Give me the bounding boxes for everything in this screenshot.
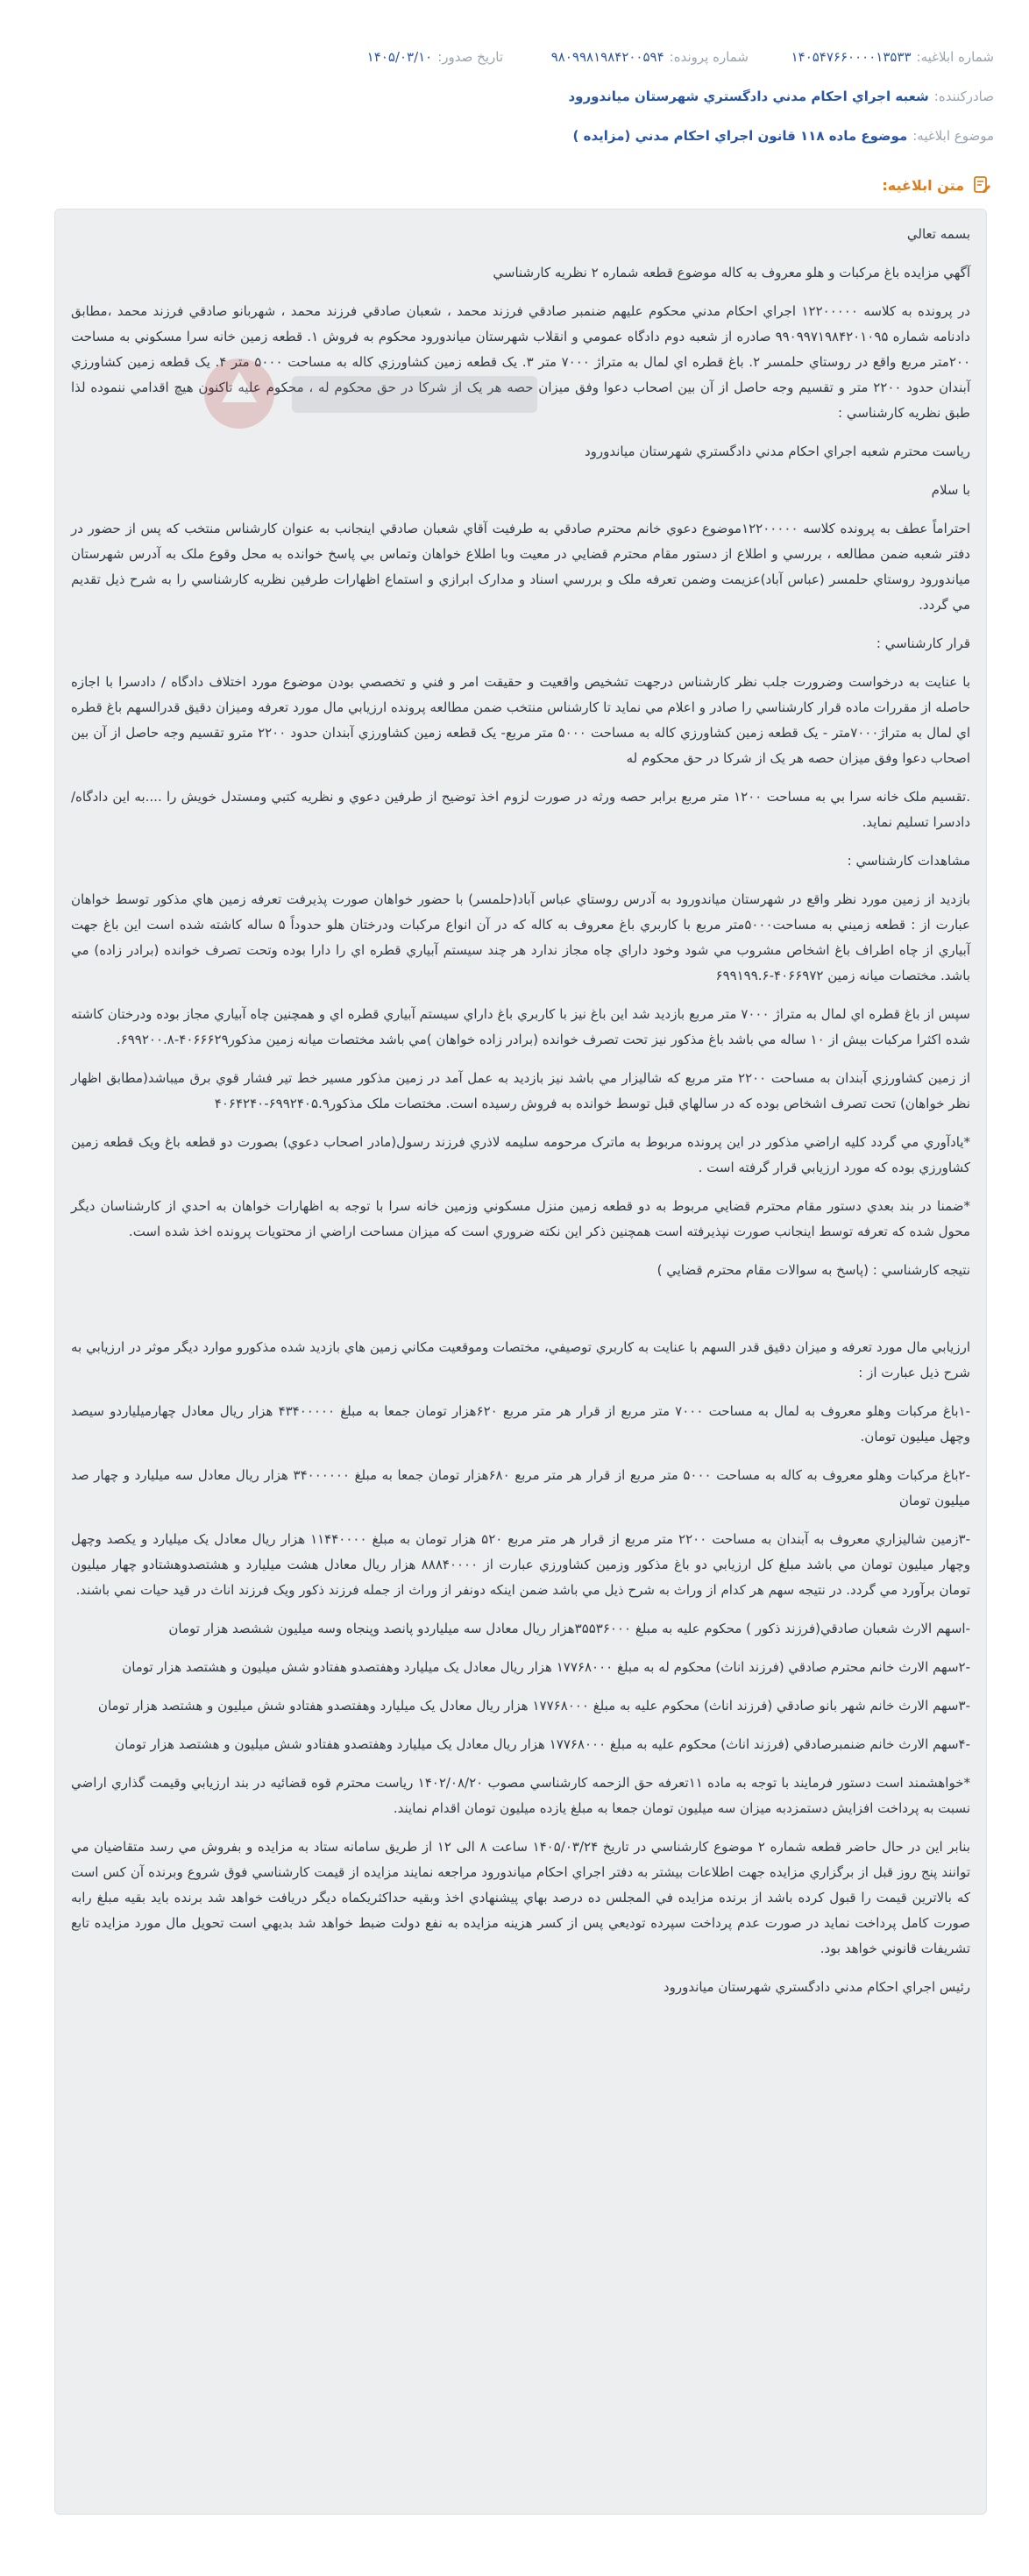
notice-paragraph: *ضمنا در بند بعدي دستور مقام محترم قضايي مربوط به دو قطعه زمين منزل مسكوني وزمين خانه سرا با توجه به اظهارات خواهان به احدي از كارشناسان ديگر محول شده كه تعرفه توسط اينجانب صورت نپذيرفته است همچنين ذكر اين نكته ضروري است كه ميزان مساحت اراضي از محتويات پرونده اخذ شده است.: [71, 1198, 970, 1239]
notice-text-title: متن ابلاغیه:: [882, 176, 964, 194]
case-number: [503, 49, 749, 65]
notice-paragraph: [71, 1296, 970, 1322]
notice-meta-row: [35, 44, 994, 70]
notice-body: [54, 209, 987, 2515]
document-edit-icon: [971, 174, 992, 195]
notice-number-value: ۱۴۰۵۴۷۶۶۰۰۰۰۱۳۵۳۳: [791, 49, 912, 65]
notice-paragraph: در پرونده به كلاسه ۱۲۲۰۰۰۰۰ اجراي احكام مدني محكوم عليهم ضنمبر صادقي فرزند محمد ، شعبان صادقي فرزند محمد ، شهربانو صادقي فرزند محمد ،مطابق دادنامه شماره ۹۹۰۹۹۷۱۹۸۴۲۰۱۰۹۵ صادره از شعبه دوم دادگاه عمومي و انقلاب شهرستان مياندورود محكوم به فروش ۱. قطعه زمين خانه سرا مسكوني به مساحت ۲۰۰متر مربع واقع در روستاي حلمسر ۲. باغ قطره اي لمال به متراژ ۷۰۰۰ متر ۳. يک قطعه زمين كشاورزي كاله به مساحت ۵۰۰۰ متر ۴. يک قطعه زمين كشاورزي آبندان حدود ۲۲۰۰ متر و تقسيم وجه حاصل از آن بين اصحاب دعوا وفق ميزان حصه هر يک از شركا در حق محكوم له ، محكوم عليه تاكنون هيچ اقدامي ننموده لذا طبق نظريه كارشناسي :: [71, 303, 971, 421]
notice-paragraph: آگهي مزايده باغ مركبات و هلو معروف به كاله موضوع قطعه شماره ۲ نظريه كارشناسي: [493, 265, 970, 280]
notice-paragraph: مشاهدات كارشناسي :: [847, 853, 970, 869]
notice-paragraph: -۴سهم الارث خانم ضنمبرصادقي (فرزند اناث) محكوم عليه به مبلغ ۱۷۷۶۸۰۰۰ هزار ريال معادل يک ميليارد وهفتصدو هفتادو شش ميليون و هشتصد هزار تومان: [115, 1736, 970, 1752]
notice-paragraphs: [71, 222, 970, 2000]
notice-paragraph: -۲باغ مركبات وهلو معروف به كاله به مساحت ۵۰۰۰ متر مربع از قرار هر متر مربع ۶۸۰هزار تومان جمعا به مبلغ ۳۴۰۰۰۰۰۰ هزار ريال معادل سه ميليارد و چهار صد ميليون تومان: [71, 1467, 971, 1508]
notice-paragraph: بنابر اين در حال حاضر قطعه شماره ۲ موضوع كارشناسي در تاريخ ۱۴۰۵/۰۳/۲۴ ساعت ۸ الی ۱۲ از طريق سامانه ستاد به مزايده و بفروش مي رسد متقاضيان مي توانند پنج روز قبل از برگزاري مزايده جهت اطلاعات بيشتر به دفتر اجراي احكام مياندورود مراجعه نمايند مزايده از قيمت كارشناسي فوق شروع وبرنده آن كس است كه بالاترين قيمت را قبول كرده باشد از برنده مزايده في المجلس ده درصد بهاي پيشنهادي اخذ وبقيه حداكثريكماه ديگر دريافت خواهد شد برنده بايد بقيه مبلغ رابه صورت كامل پرداخت نمايد در صورت عدم پرداخت سپرده توديعي پس از كسر هزينه مزايده به نفع دولت ضبط خواهد شد بديهي است تحويل مال مورد مزايده تابع تشريفات قانوني خواهد بود.: [71, 1839, 970, 1956]
notice-number-label: شماره ابلاغیه:: [916, 49, 994, 65]
notice-number: [749, 49, 994, 65]
notice-paragraph: نتيجه كارشناسي : (پاسخ به سوالات مقام محترم قضايي ): [656, 1262, 970, 1278]
notice-paragraph: بازديد از زمين مورد نظر واقع در شهرستان مياندورود به آدرس روستاي عباس آباد(حلمسر) با حضور خواهان صورت پذيرفت تعرفه زمين هاي مذكور توسط خواهان عبارت از : قطعه زميني به مساحت۵۰۰۰متر مربع با كاربري باغ معروف به كاله كه در آن انواع مركبات ودرختان هلو حدوداً ۵ ساله كاشته شده است اين باغ جهت آبياري از چاه اطراف باغ اشخاص مشروب مي شود وخود داراي چاه مجاز ندارد هر چند سيستم آبياري قطره اي را دارا بوده وتحت تصرف خوانده (برادر زاده) مي باشد. مختصات ميانه زمين ۴۰۶۶۹۷۲-۶۹۹۱۹۹.۶: [71, 891, 970, 983]
issuer-label: صادرکننده:: [933, 89, 994, 104]
notice-paragraph: قرار كارشناسي :: [876, 635, 970, 651]
subject-label: موضوع ابلاغیه:: [912, 128, 994, 144]
notice-paragraph: -۳سهم الارث خانم شهر بانو صادقي (فرزند اناث) محكوم عليه به مبلغ ۱۷۷۶۸۰۰۰ هزار ريال معادل يک ميليارد وهفتصدو هفتادو شش ميليون و هشتصد هزار تومان: [97, 1698, 970, 1714]
notice-paragraph: -۳زمين شاليزاري معروف به آبندان به مساحت ۲۲۰۰ متر مربع از قرار هر متر مربع ۵۲۰ هزار تومان به مبلغ ۱۱۴۴۰۰۰۰ هزار ريال معادل يک ميليارد و يكصد وچهل وچهار ميليون تومان مي باشد مبلغ كل ارزيابي دو باغ مذكور وزمين كشاورزي عبارت از ۸۸۸۴۰۰۰۰ هزار ريال معادل هشت ميليارد و هشتصدوهشتادو چهار ميليون تومان برآورد مي گردد. در نتيجه سهم هر كدام از وراث به شرح ذيل مي باشد ضمن اينكه دونفر از وراث از جمله فرزند ذكور ويک فرزند اناث در قيد حيات نمي باشند.: [71, 1531, 970, 1598]
notice-paragraph: بسمه تعالي: [906, 226, 970, 242]
notice-paragraph: ارزيابي مال مورد تعرفه و ميزان دقيق قدر السهم با عنايت به كاربري توصيفي، مختصات وموقعيت مكاني زمين هاي بازديد شده مذكورو موارد ديگر موثر در ارزيابي به شرح ذيل عبارت از :: [71, 1339, 970, 1380]
notice-paragraph: -اسهم الارث شعبان صادقي(فرزند ذكور ) محكوم عليه به مبلغ ۳۵۵۳۶۰۰۰هزار ريال معادل سه ميلياردو پانصد وپنجاه وسه ميليون ششصد هزار تومان: [168, 1621, 970, 1636]
issuer-value: شعبه اجراي احكام مدني دادگستري شهرستان مياندورود: [568, 89, 929, 104]
notice-paragraph: *خواهشمند است دستور فرمايند با توجه به ماده ۱۱تعرفه حق الزحمه كارشناسي مصوب ۱۴۰۲/۰۸/۲۰ رياست محترم قوه قضائيه در بند ارزيابي وقيمت گذاري اراضي نسبت به پرداخت افزايش دستمزدبه ميزان سه ميليون تومان جمعا به مبلغ يازده ميليون تومان اقدام نمايند.: [71, 1775, 970, 1816]
notice-paragraph: .تقسيم ملک خانه سرا بي به مساحت ۱۲۰۰ متر مربع برابر حصه ورثه در صورت لزوم اخذ توضيح از طرفين دعوي و نظريه كتبي ومستدل خويش را ....به اين دادگاه/دادسرا تسليم نمايد.: [71, 789, 970, 830]
case-number-label: شماره پرونده:: [669, 49, 749, 65]
subject-value: موضوع ماده ۱۱۸ قانون اجراي احكام مدني (مزايده ): [572, 128, 908, 144]
notice-paragraph: -۲سهم الارث خانم محترم صادقي (فرزند اناث) محكوم له به مبلغ ۱۷۷۶۸۰۰۰ هزار ريال معادل يک ميليارد وهفتصدو هفتادو شش ميليون و هشتصد هزار تومان: [122, 1659, 970, 1675]
issuer-row: [35, 83, 994, 110]
notice-paragraph: احتراماً عطف به پرونده كلاسه ۱۲۲۰۰۰۰۰موضوع دعوي خانم محترم صادقي به طرفيت آقاي شعبان صادقي اينجانب به عنوان كارشناس منتخب كه پس از حضور در دفتر شعبه ضمن مطالعه ، بررسي و اطلاع از دستور مقام محترم قضايي در معيت وبا اطلاع خواهان وتماس بي پاسخ خوانده به محل وقوع ملک به آدرس شهرستان مياندورود روستاي حلمسر (عباس آباد)عزيمت وضمن تعرفه ملک و بررسي اسناد و مدارک ابرازي و استماع اظهارات طرفين نظريه كارشناسي را به شرح ذيل تقديم مي گردد.: [71, 521, 970, 613]
notice-paragraph: رئيس اجراي احكام مدني دادگستري شهرستان مياندورود: [663, 1979, 970, 1995]
issue-date: [258, 49, 503, 65]
issue-date-label: تاریخ صدور:: [437, 49, 503, 65]
notice-paragraph: با عنايت به درخواست وضرورت جلب نظر كارشناس درجهت تشخيص واقعيت و حقيقت امر و فني و تخصصي بودن موضوع مورد اختلاف دادگاه / دادسرا با اجازه حاصله از مقررات ماده قرار كارشناسي را صادر و اعلام مي نمايد تا كارشناس منتخب ضمن مطالعه پرونده ارزيابي مال مورد تعرفه وميزان دقيق قدرالسهم باغ قطره اي لمال به متراژ۷۰۰۰متر - يک قطعه زمين كشاورزي كاله به مساحت ۵۰۰۰ متر مربع- يک قطعه زمين كشاورزي آبندان حدود ۲۲۰۰ مترو تقسيم وجه حاصل از آن بين اصحاب دعوا وفق ميزان حصه هر يک از شركا در حق محكوم له: [71, 674, 970, 766]
notice-text-heading: [882, 172, 992, 198]
notice-paragraph: رياست محترم شعبه اجراي احكام مدني دادگستري شهرستان مياندورود: [584, 444, 970, 459]
notice-paragraph: سپس از باغ قطره اي لمال به متراژ ۷۰۰۰ متر مربع بازديد شد اين باغ نيز با كاربري باغ داراي سيستم آبياري قطره اي و همچنين چاه آبياري مجاز بوده ودرختان كاشته شده اكثرا مركبات بيش از ۱۰ ساله مي باشد باغ مذكور نيز تحت تصرف خوانده (برادر زاده خواهان )مي باشد مختصات ميانه زمين مذكور۴۰۶۶۶۲۹-۶۹۹۲۰۰.۸.: [71, 1006, 971, 1047]
notice-paragraph: -۱باغ مركبات وهلو معروف به لمال به مساحت ۷۰۰۰ متر مربع از قرار هر متر مربع ۶۲۰هزار تومان جمعا به مبلغ ۴۳۴۰۰۰۰۰ هزار ريال معادل چهارميلياردو سيصد وچهل ميليون تومان.: [71, 1403, 971, 1444]
case-number-value: ۹۸۰۹۹۸۱۹۸۴۲۰۰۵۹۴: [550, 49, 664, 65]
issue-date-value: ۱۴۰۵/۰۳/۱۰: [366, 49, 433, 65]
notice-paragraph: *يادآوري مي گردد كليه اراضي مذكور در اين پرونده مربوط به ماترک مرحومه سليمه لاذري فرزند رسول(مادر اصحاب دعوي) بصورت دو قطعه باغ ويک قطعه زمين كشاورزي بوده كه مورد ارزيابي قرار گرفته است .: [71, 1134, 970, 1175]
notice-paragraph: با سلام: [931, 482, 970, 498]
notice-paragraph: از زمين كشاورزي آبندان به مساحت ۲۲۰۰ متر مربع كه شاليزار مي باشد نيز بازديد به عمل آمد در زمين مذكور مسير خط تير فشار قوي برق ميباشد(مطابق اظهار نظر خواهان) تحت تصرف اشخاص بوده كه در سالهاي قبل توسط خوانده به فروش رسيده است. مختصات ملک مذكور۶۹۹۲۴۰۵.۹-۴۰۶۴۲۴۰: [71, 1070, 970, 1111]
subject-row: [35, 123, 994, 149]
